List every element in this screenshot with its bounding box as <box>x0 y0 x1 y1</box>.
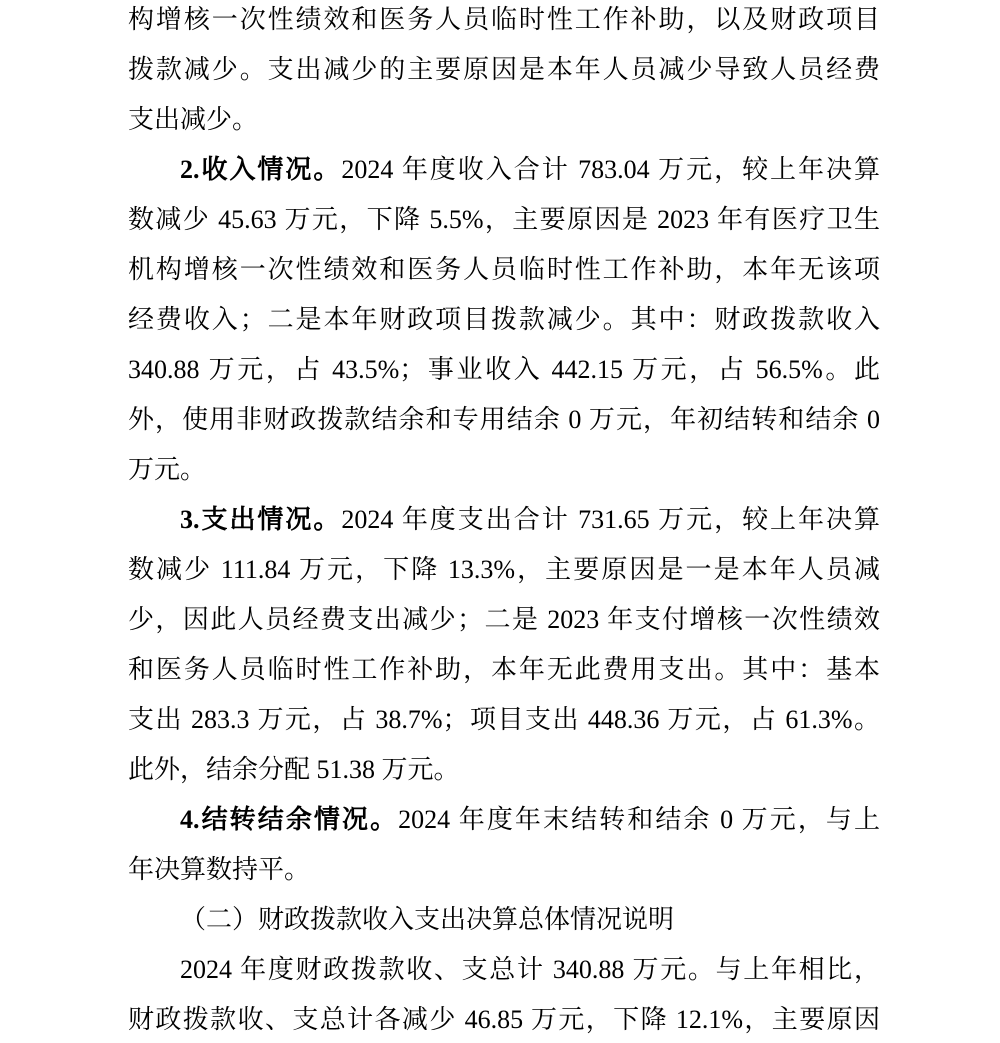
line-text: 2024 年度财政拨款收、支总计 340.88 万元。与上年相比， <box>180 955 880 984</box>
section-heading: 2.收入情况。 <box>180 155 342 184</box>
text-line <box>128 495 880 545</box>
line-text: 数减少 111.84 万元，下降 13.3%，主要原因是一是本年人员减 <box>128 555 880 584</box>
line-text: 此外，结余分配 51.38 万元。 <box>128 755 460 784</box>
text-line <box>128 245 880 295</box>
line-text: 数减少 45.63 万元，下降 5.5%，主要原因是 2023 年有医疗卫生 <box>128 205 880 234</box>
text-line <box>128 695 880 745</box>
text-line <box>128 895 880 945</box>
para-carryover-situation <box>128 795 880 895</box>
para-expenditure-decrease-reason <box>128 0 880 145</box>
text-line <box>128 645 880 695</box>
text-line <box>128 845 880 895</box>
text-line <box>128 45 880 95</box>
line-text: （二）财政拨款收入支出决算总体情况说明 <box>180 905 675 934</box>
para-income-situation <box>128 145 880 495</box>
line-text: 万元。 <box>128 455 207 484</box>
line-text: 支出 283.3 万元，占 38.7%；项目支出 448.36 万元，占 61.3%。 <box>128 705 880 734</box>
text-line <box>128 0 880 45</box>
text-line <box>128 595 880 645</box>
para-expenditure-situation <box>128 495 880 795</box>
line-text: 2024 年度收入合计 783.04 万元，较上年决算 <box>341 155 880 184</box>
line-text: 年决算数持平。 <box>128 855 311 884</box>
line-text: 经费收入；二是本年财政项目拨款减少。其中：财政拨款收入 <box>128 305 880 334</box>
line-text: 2024 年度支出合计 731.65 万元，较上年决算 <box>341 505 880 534</box>
line-text: 机构增核一次性绩效和医务人员临时性工作补助，本年无该项 <box>128 255 880 284</box>
text-line <box>128 545 880 595</box>
text-line <box>128 745 880 795</box>
text-line <box>128 145 880 195</box>
line-text: 2024 年度年末结转和结余 0 万元，与上 <box>398 805 880 834</box>
section-heading: 3.支出情况。 <box>180 505 342 534</box>
section-heading: 4.结转结余情况。 <box>180 805 399 834</box>
line-text: 340.88 万元，占 43.5%；事业收入 442.15 万元，占 56.5%。此 <box>128 355 880 384</box>
line-text: 外，使用非财政拨款结余和专用结余 0 万元，年初结转和结余 0 <box>128 405 880 434</box>
text-line <box>128 995 880 1043</box>
line-text: 财政拨款收、支总计各减少 46.85 万元，下降 12.1%，主要原因 <box>128 1005 880 1034</box>
text-line <box>128 445 880 495</box>
text-line <box>128 345 880 395</box>
line-text: 和医务人员临时性工作补助，本年无此费用支出。其中：基本 <box>128 655 880 684</box>
line-text: 支出减少。 <box>128 105 259 134</box>
para-fiscal-appropriation-totals <box>128 945 880 1043</box>
text-line <box>128 195 880 245</box>
text-line <box>128 95 880 145</box>
text-line <box>128 295 880 345</box>
text-line <box>128 395 880 445</box>
line-text: 少，因此人员经费支出减少；二是 2023 年支付增核一次性绩效 <box>128 605 880 634</box>
text-line <box>128 795 880 845</box>
line-text: 构增核一次性绩效和医务人员临时性工作补助，以及财政项目 <box>128 5 880 34</box>
heading-fiscal-appropriation-overview <box>128 895 880 945</box>
text-line <box>128 945 880 995</box>
line-text: 拨款减少。支出减少的主要原因是本年人员减少导致人员经费 <box>128 55 880 84</box>
document-text-block <box>128 0 880 1043</box>
